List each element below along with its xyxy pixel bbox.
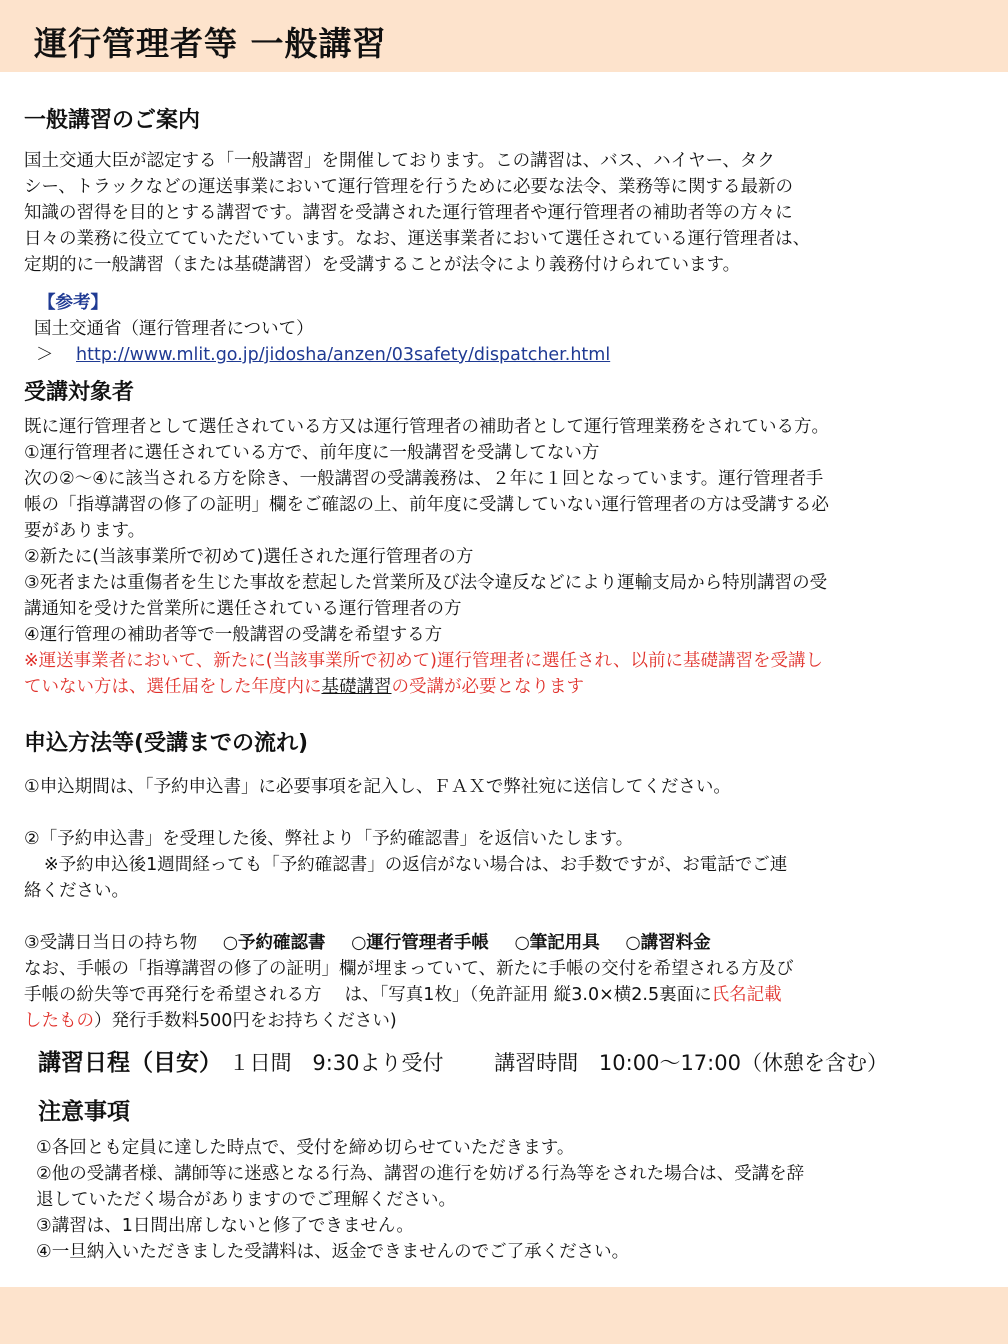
reference-text: 国土交通省（運行管理者について） bbox=[34, 319, 314, 339]
name-note-red: 氏名記載 bbox=[711, 985, 782, 1005]
schedule-days: １日間 bbox=[228, 1051, 292, 1075]
name-note-red: したもの bbox=[24, 1011, 94, 1031]
notes-text bbox=[36, 1135, 804, 1265]
note-line: ④一旦納入いただきました受講料は、返金できませんのでご了承ください。 bbox=[36, 1242, 630, 1262]
guide-heading: 一般講習のご案内 bbox=[24, 108, 201, 133]
target-note-line: ※運送事業者において、新たに(当該事業所で初めて)運行管理者に選任され、以前に基礎講習を受講し bbox=[24, 651, 824, 671]
reference-arrow: ＞ bbox=[36, 345, 54, 365]
guide-line: 日々の業務に役立てていただいています。なお、運送事業者において選任されている運行管理者は、 bbox=[24, 229, 811, 249]
belonging-item: ○筆記用具 bbox=[514, 933, 600, 953]
apply-step2-note: ※予約申込後1週間経っても「予約確認書」の返信がない場合は、お手数ですが、お電話でご連 bbox=[44, 855, 788, 875]
target-line: ①運行管理者に選任されている方で、前年度に一般講習を受講してない方 bbox=[24, 443, 600, 463]
target-line: 講通知を受けた営業所に選任されている運行管理者の方 bbox=[24, 599, 462, 619]
target-line: 要があります。 bbox=[24, 521, 146, 541]
apply-heading: 申込方法等(受講までの流れ) bbox=[24, 731, 309, 756]
footer-band bbox=[0, 1287, 1008, 1344]
guide-line: 定期的に一般講習（または基礎講習）を受講することが法令により義務付けられています。 bbox=[24, 255, 741, 275]
belonging-item: ○運行管理者手帳 bbox=[351, 933, 489, 953]
note-line: ①各回とも定員に達した時点で、受付を締め切らせていただきます。 bbox=[36, 1138, 575, 1158]
target-line: ③死者または重傷者を生じた事故を惹起した営業所及び法令違反などにより運輸支局から特別講習の受 bbox=[24, 573, 828, 593]
target-line: 既に運行管理者として選任されている方又は運行管理者の補助者として運行管理業務をされている方。 bbox=[24, 417, 829, 437]
note-line: ③講習は、1日間出席しないと修了できません。 bbox=[36, 1216, 414, 1236]
target-line: ②新たに(当該事業所で初めて)選任された運行管理者の方 bbox=[24, 547, 474, 567]
reference-link[interactable]: http://www.mlit.go.jp/jidosha/anzen/03safety/dispatcher.html bbox=[76, 345, 611, 365]
target-note-line: ていない方は、選任届をした年度内に基礎講習の受講が必要となります bbox=[24, 677, 584, 697]
guide-line: 国土交通大臣が認定する「一般講習」を開催しております。この講習は、バス、ハイヤー、タク bbox=[24, 151, 775, 171]
note-line: ②他の受講者様、講師等に迷惑となる行為、講習の進行を妨げる行為等をされた場合は、受講を辞 bbox=[36, 1164, 805, 1184]
apply-step1: ①申込期間は、「予約申込書」に必要事項を記入し、ＦＡＸで弊社宛に送信してください。 bbox=[24, 777, 731, 797]
target-line: ④運行管理の補助者等で一般講習の受講を希望する方 bbox=[24, 625, 443, 645]
schedule-label: 講習日程（目安） bbox=[38, 1050, 222, 1076]
target-line: 次の②～④に該当される方を除き、一般講習の受講義務は、２年に１回となっています。運行管理者手 bbox=[24, 469, 824, 489]
basic-course-term: 基礎講習 bbox=[321, 677, 392, 697]
schedule-time: 10:00～17:00（休憩を含む） bbox=[598, 1051, 888, 1075]
belonging-item: ○予約確認書 bbox=[222, 933, 326, 953]
reference-label: 【参考】 bbox=[38, 293, 108, 313]
belonging-item: ○講習料金 bbox=[625, 933, 711, 953]
guide-line: シー、トラックなどの運送事業において運行管理を行うために必要な法令、業務等に関する最新の bbox=[24, 177, 793, 197]
guide-line: 知識の習得を目的とする講習です。講習を受講された運行管理者や運行管理者の補助者等の方々に bbox=[24, 203, 793, 223]
page-title: 運行管理者等 一般講習 bbox=[34, 24, 387, 63]
apply-step2: ②「予約申込書」を受理した後、弊社より「予約確認書」を返信いたします。 bbox=[24, 829, 634, 849]
target-heading: 受講対象者 bbox=[24, 380, 135, 405]
schedule-time-label: 講習時間 bbox=[494, 1051, 579, 1075]
target-line: 帳の「指導講習の修了の証明」欄をご確認の上、前年度に受講していない運行管理者の方は受講する必 bbox=[24, 495, 829, 515]
note-line: 退していただく場合がありますのでご理解ください。 bbox=[36, 1190, 456, 1210]
apply-step2-note-cont: 絡ください。 bbox=[24, 881, 129, 901]
apply-extra: なお、手帳の「指導講習の修了の証明」欄が埋まっていて、新たに手帳の交付を希望される方及び 手帳の紛失等で再発行を希望される方 は、「写真1枚」（免許証用 縦3.0×横2.5裏面に氏名記載 したもの）発行手数料500円をお持ちください) bbox=[24, 959, 794, 1031]
schedule-reception: 9:30より受付 bbox=[312, 1051, 444, 1075]
notes-heading: 注意事項 bbox=[38, 1099, 130, 1125]
guide-text bbox=[24, 148, 810, 278]
target-text bbox=[24, 414, 829, 700]
belongings-label: ③受講日当日の持ち物 bbox=[24, 933, 198, 953]
apply-step3 bbox=[24, 930, 711, 956]
schedule bbox=[38, 1050, 888, 1076]
